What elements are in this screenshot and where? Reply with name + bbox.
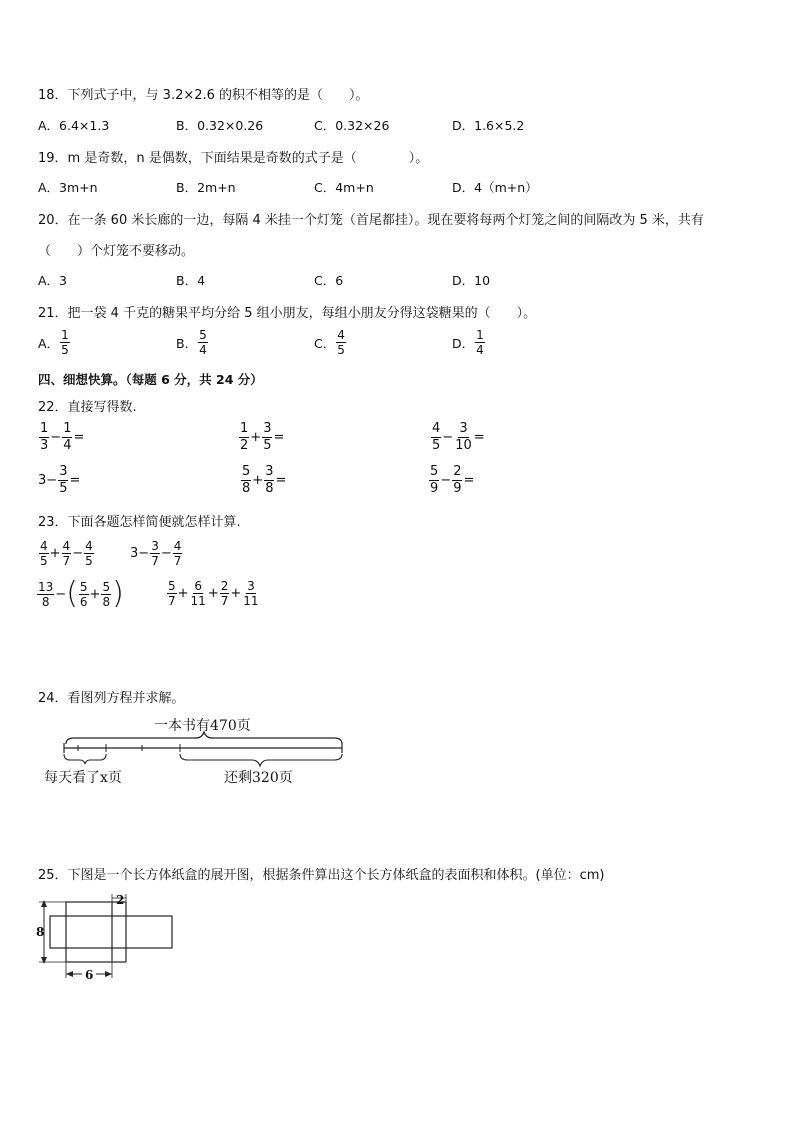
fraction: $\frac{3}{11}$: [243, 579, 259, 608]
fraction: $\frac{3}{8}$: [265, 464, 274, 496]
q20-option-c: C．6: [314, 273, 344, 288]
section-4-title: 四、细想快算。（每题 6 分，共 24 分）: [38, 372, 263, 387]
fraction: $\frac{3}{10}$: [455, 421, 472, 453]
fraction: $\frac{4}{7}$: [62, 539, 71, 568]
fraction: $\frac{5}{8}$: [242, 464, 251, 496]
fraction: $\frac{1}{4}$: [476, 328, 484, 357]
q21-option-b: [176, 328, 209, 357]
fraction: $\frac{5}{8}$: [102, 579, 111, 609]
q23-expr-2: 3 − $\frac{3}{7}$ − $\frac{4}{7}$: [130, 539, 182, 568]
q20-line-1: 20．在一条 60 米长廊的一边，每隔 4 米挂一个灯笼（首尾都挂）。现在要将每两个灯笼之间的间隔改为 5 米，共有: [38, 213, 704, 228]
q20-option-d: D．10: [452, 273, 491, 288]
fraction: $\frac{1}{2}$: [240, 421, 249, 453]
fraction: $\frac{4}{7}$: [173, 539, 182, 568]
fraction: $\frac{5}{4}$: [199, 328, 207, 357]
fraction: $\frac{4}{5}$: [337, 328, 345, 357]
remain-label: 还剩320页: [224, 770, 293, 786]
q22-expr-1: $\frac{1}{3}$ − $\frac{1}{4}$ =: [40, 421, 85, 453]
option-label: A．: [38, 335, 60, 351]
fraction: $\frac{2}{9}$: [453, 464, 462, 496]
fraction: $\frac{6}{11}$: [190, 579, 206, 608]
q22-expr-5: $\frac{5}{8}$ + $\frac{3}{8}$ =: [242, 464, 287, 496]
fraction: $\frac{3}{5}$: [59, 464, 68, 496]
fraction: $\frac{1}{5}$: [61, 328, 69, 357]
q21-option-a: [38, 328, 71, 357]
q22-expr-2: $\frac{1}{2}$ + $\frac{3}{5}$ =: [240, 421, 285, 453]
fraction: $\frac{13}{8}$: [38, 579, 54, 609]
q23-text: 23．下面各题怎样简便就怎样计算.: [38, 515, 241, 530]
fraction: $\frac{4}{5}$: [85, 539, 93, 568]
q18-option-c: C．0.32×26: [314, 118, 390, 133]
q23-expr-3: $\frac{13}{8}$ − ( $\frac{5}{6}$ + $\frac{5}{8}$ ): [38, 576, 124, 611]
q22-expr-4: 3 − $\frac{3}{5}$ =: [38, 464, 81, 496]
q20-line-2: （ ）个灯笼不要移动。: [38, 244, 195, 259]
q20-option-b: B．4: [176, 273, 206, 288]
remain-brace: [180, 754, 342, 766]
net-middle-strip: [50, 916, 172, 948]
q25-text: 25．下图是一个长方体纸盒的展开图，根据条件算出这个长方体纸盒的表面积和体积。(单位：cm): [38, 868, 605, 883]
option-label: C．: [314, 335, 336, 351]
q20-option-a: A．3: [38, 273, 68, 288]
q18-option-a: A．6.4×1.3: [38, 118, 110, 133]
q18-text: 18．下列式子中，与 3.2×2.6 的积不相等的是（ ）。: [38, 88, 369, 103]
q19-option-d: D．4（m+n）: [452, 180, 538, 195]
option-label: B．: [176, 335, 198, 351]
q21-text: 21．把一袋 4 千克的糖果平均分给 5 组小朋友，每组小朋友分得这袋糖果的（ ）。: [38, 306, 537, 321]
dim-bottom-label: 6: [85, 968, 94, 982]
q18-option-d: D．1.6×5.2: [452, 118, 525, 133]
q23-expr-4: $\frac{5}{7}$ + $\frac{6}{11}$ + $\frac{2}{7}$ + $\frac{3}{11}$: [168, 579, 259, 608]
fraction: $\frac{5}{6}$: [79, 579, 88, 609]
total-label: 一本书有470页: [154, 718, 251, 734]
fraction: $\frac{4}{5}$: [40, 539, 48, 568]
q22-expr-3: $\frac{4}{5}$ − $\frac{3}{10}$ =: [432, 421, 485, 453]
dim-height-label: 8: [36, 925, 45, 939]
fraction: $\frac{2}{7}$: [220, 579, 229, 608]
q19-option-c: C．4m+n: [314, 180, 374, 195]
fraction: $\frac{1}{4}$: [63, 421, 72, 453]
q23-expr-1: $\frac{4}{5}$ + $\frac{4}{7}$ − $\frac{4}{5}$: [40, 539, 93, 568]
fraction: $\frac{5}{9}$: [430, 464, 439, 496]
dim-top-label: 2: [116, 893, 125, 907]
q19-option-a: A．3m+n: [38, 180, 98, 195]
q19-option-b: B．2m+n: [176, 180, 236, 195]
net-vertical-strip: [66, 902, 112, 962]
q24-bar-diagram: [30, 716, 360, 790]
fraction: $\frac{4}{5}$: [432, 421, 441, 453]
q25-box-net-diagram: [36, 892, 186, 986]
q18-option-b: B．0.32×0.26: [176, 118, 264, 133]
day-label: 每天看了x页: [44, 770, 122, 786]
q19-text: 19．m 是奇数，n 是偶数，下面结果是奇数的式子是（ ）。: [38, 151, 429, 166]
q21-option-d: [452, 328, 486, 357]
day-brace: [64, 754, 106, 764]
option-label: D．: [452, 335, 475, 351]
fraction: $\frac{3}{5}$: [263, 421, 272, 453]
fraction: $\frac{3}{7}$: [151, 539, 159, 568]
q24-text: 24．看图列方程并求解。: [38, 691, 185, 706]
fraction: $\frac{1}{3}$: [40, 421, 49, 453]
fraction: $\frac{5}{7}$: [168, 579, 176, 608]
q22-text: 22．直接写得数.: [38, 400, 137, 415]
q22-expr-6: $\frac{5}{9}$ − $\frac{2}{9}$ =: [430, 464, 475, 496]
q21-option-c: [314, 328, 347, 357]
